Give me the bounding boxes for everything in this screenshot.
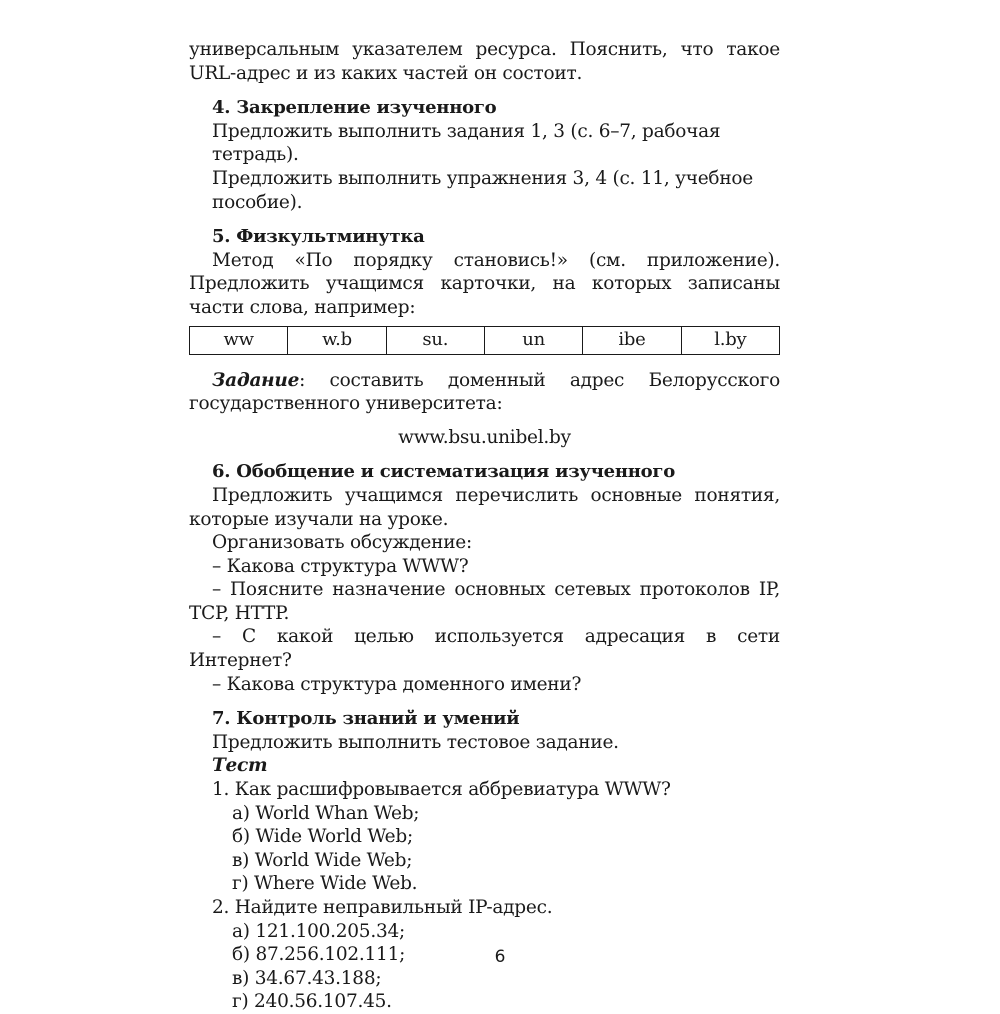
discussion-question: – С какой целью используется адресация в сети Интернет? — [189, 626, 780, 672]
word-part-cell: ibe — [583, 326, 681, 354]
section-5-paragraph: Метод «По порядку становись!» (см. приложение). Предложить учащимся карточки, на которых записаны части слова, например: — [189, 249, 780, 318]
discussion-question: – Поясните назначение основных сетевых протоколов IP, TCP, HTTP. — [189, 579, 780, 624]
discussion-question: – Какова структура доменного имени? — [212, 673, 582, 695]
section-6-heading: 6. Обобщение и систематизация изученного — [212, 461, 675, 483]
test-q1-option: в) World Wide Web; — [232, 849, 413, 871]
page-number: 6 — [494, 947, 506, 967]
test-question-1: 1. Как расшифровывается аббревиатура WWW? — [212, 779, 671, 801]
test-question-2: 2. Найдите неправильный IP-адрес. — [212, 897, 553, 918]
test-q2-option: а) 121.100.205.34; — [232, 920, 405, 942]
word-part-cell: ww — [190, 326, 288, 354]
section-5-heading: 5. Физкультминутка — [212, 226, 425, 248]
test-q2-option: г) 240.56.107.45. — [232, 991, 392, 1013]
page-content — [189, 38, 780, 1014]
task-text: : составить доменный адрес Белорусского государственного университета: — [189, 369, 780, 415]
task-paragraph — [189, 369, 780, 416]
domain-answer: www.bsu.unibel.by — [398, 426, 571, 448]
intro-paragraph: универсальным указателем ресурса. Пояснить, что такое URL-адрес и из каких частей он состоит. — [189, 39, 780, 84]
word-part-cell: l.by — [681, 326, 779, 354]
test-q2-option: в) 34.67.43.188; — [232, 967, 382, 989]
word-part-cell: un — [484, 326, 582, 354]
section-7-paragraph: Предложить выполнить тестовое задание. — [212, 731, 619, 753]
section-7-heading: 7. Контроль знаний и умений — [212, 708, 520, 730]
discussion-question: – Какова структура WWW? — [212, 555, 469, 577]
task-label: Задание — [212, 369, 300, 391]
word-parts-row — [190, 326, 780, 354]
section-6-paragraph: Предложить учащимся перечислить основные понятия, которые изучали на уроке. — [189, 484, 780, 530]
word-parts-table — [189, 326, 780, 355]
test-q1-option: г) Where Wide Web. — [232, 873, 418, 895]
test-q1-option: б) Wide World Web; — [232, 826, 413, 848]
word-part-cell: su. — [386, 326, 484, 354]
test-q1-option: а) World Whan Web; — [232, 802, 420, 824]
discussion-intro: Организовать обсуждение: — [212, 532, 472, 554]
test-q2-option: б) 87.256.102.111; — [232, 944, 406, 966]
word-part-cell: w.b — [288, 326, 386, 354]
section-4-line-2: Предложить выполнить упражнения 3, 4 (с. 11, учебное пособие). — [212, 167, 753, 213]
section-4-heading: 4. Закрепление изученного — [212, 97, 497, 119]
test-label: Тест — [212, 755, 268, 777]
section-4-line-1: Предложить выполнить задания 1, 3 (с. 6–7, рабочая тетрадь). — [212, 120, 721, 166]
